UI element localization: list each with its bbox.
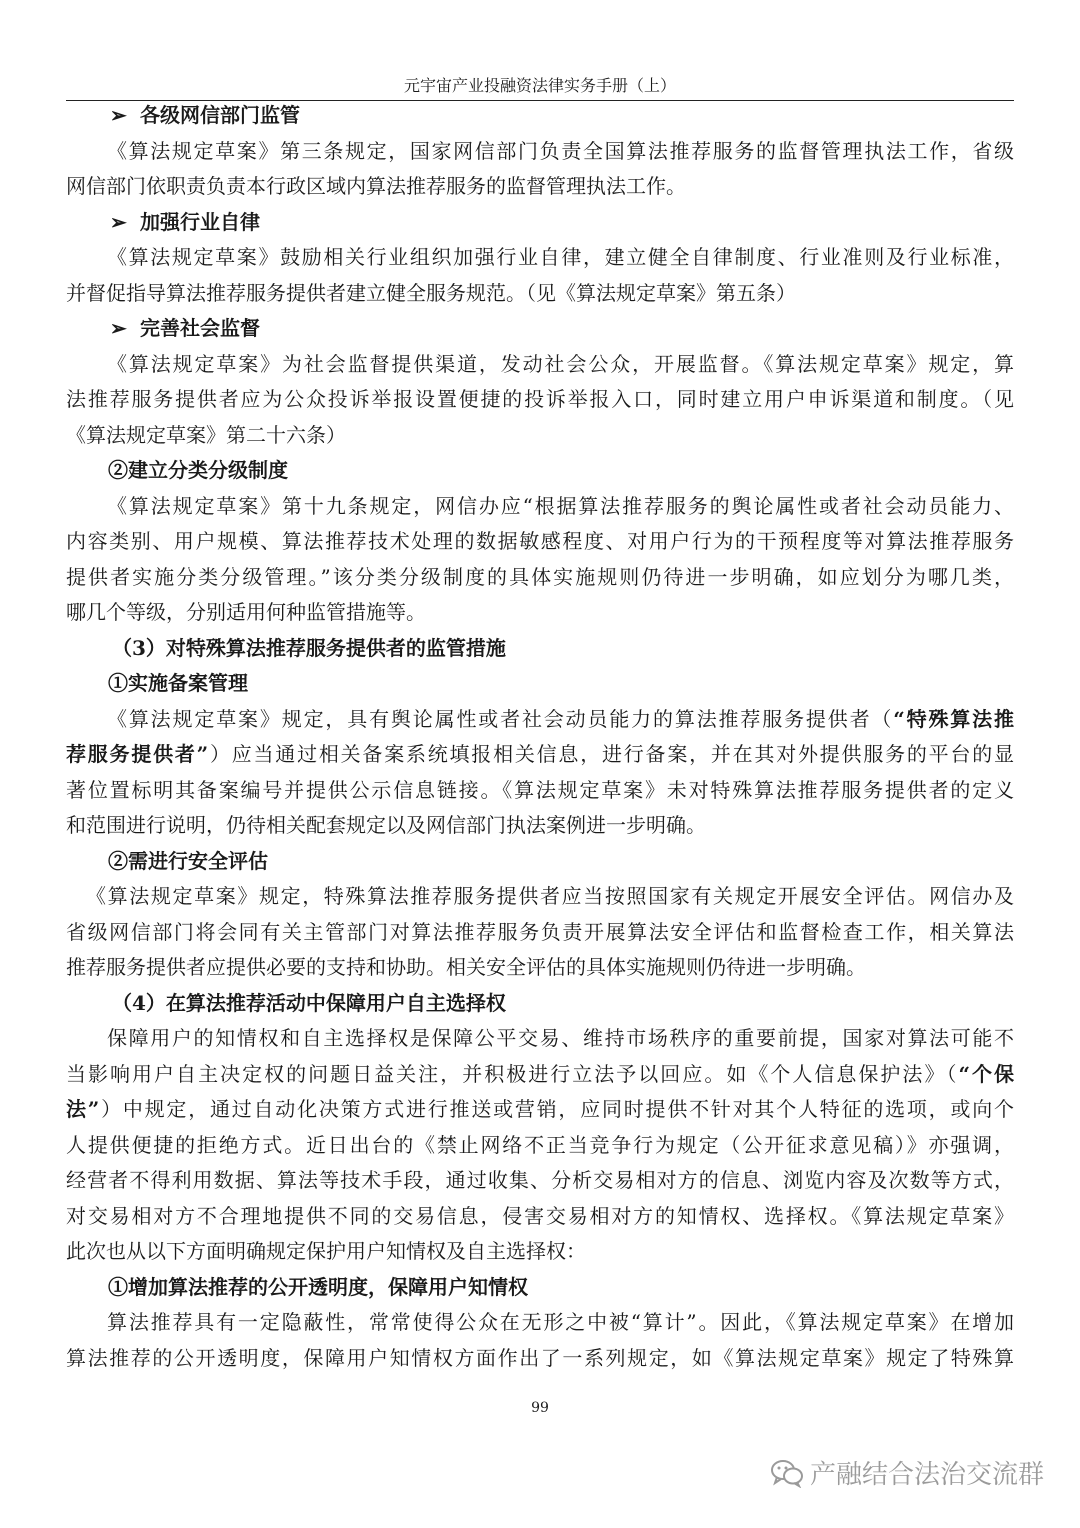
text-line <box>66 98 1014 134</box>
text-line <box>66 1341 1014 1377</box>
text-line <box>66 1234 1014 1270</box>
line-text: 《算法规定草案》第二十六条） <box>66 422 346 447</box>
text-line <box>66 666 1014 702</box>
text-line <box>66 169 1014 205</box>
text-line <box>66 950 1014 986</box>
watermark <box>770 1454 1044 1491</box>
text-line <box>66 773 1014 809</box>
text-line <box>66 205 1014 241</box>
line-text: ①增加算法推荐的公开透明度，保障用户知情权 <box>108 1274 528 1299</box>
text-line <box>66 1057 1014 1093</box>
bold-term: “特殊算法推 <box>893 706 1014 731</box>
line-text: 法推荐服务提供者应为公众投诉举报设置便捷的投诉举报入口，同时建立用户申诉渠道和制度。（见 <box>66 387 1014 411</box>
line-text: 推荐服务提供者应提供必要的支持和协助。相关安全评估的具体实施规则仍待进一步明确。 <box>66 955 866 979</box>
line-text: ）应当通过相关备案系统填报相关信息，进行备案，并在其对外提供服务的平台的显 <box>208 742 1014 766</box>
line-text: 当影响用户自主决定权的问题日益关注，并积极进行立法予以回应。如《个人信息保护法》（ <box>66 1061 959 1086</box>
line-text: 网信部门依职责负责本行政区域内算法推荐服务的监督管理执法工作。 <box>66 174 686 198</box>
text-line <box>66 879 1014 915</box>
text-line <box>66 1199 1014 1235</box>
line-text: 加强行业自律 <box>140 209 260 234</box>
text-line <box>66 276 1014 312</box>
text-line <box>66 382 1014 418</box>
bold-term: 法” <box>66 1097 100 1121</box>
text-line <box>66 737 1014 773</box>
text-line <box>66 489 1014 525</box>
text-line <box>66 240 1014 276</box>
text-line <box>66 560 1014 596</box>
line-text: 《算法规定草案》第三条规定，国家网信部门负责全国算法推荐服务的监督管理执法工作，省级 <box>107 138 1014 163</box>
line-text: 经营者不得利用数据、算法等技术手段，通过收集、分析交易相对方的信息、浏览内容及次数等方式， <box>66 1168 1014 1192</box>
arrow-bullet-icon: ➢ <box>110 209 127 234</box>
text-line <box>66 418 1014 454</box>
line-text: 省级网信部门将会同有关主管部门对算法推荐服务负责开展算法安全评估和监督检查工作，相关算法 <box>66 919 1014 944</box>
line-text: 保障用户的知情权和自主选择权是保障公平交易、维持市场秩序的重要前提，国家对算法可能不 <box>107 1026 1014 1050</box>
line-text: 提供者实施分类分级管理。”该分类分级制度的具体实施规则仍待进一步明确，如应划分为哪几类， <box>66 564 1014 589</box>
line-text: 和范围进行说明，仍待相关配套规定以及网信部门执法案例进一步明确。 <box>66 813 706 837</box>
text-line <box>66 595 1014 631</box>
line-text: （3）对特殊算法推荐服务提供者的监管措施 <box>112 635 506 660</box>
line-text: 算法推荐的公开透明度，保障用户知情权方面作出了一系列规定，如《算法规定草案》规定了特殊算 <box>66 1345 1014 1370</box>
text-line <box>66 986 1014 1022</box>
arrow-bullet-icon: ➢ <box>110 316 127 340</box>
text-line <box>66 134 1014 170</box>
document-body <box>66 98 1014 1376</box>
text-line <box>66 1163 1014 1199</box>
arrow-bullet-icon: ➢ <box>110 103 127 127</box>
line-text: 对交易相对方不合理地提供不同的交易信息，侵害交易相对方的知情权、选择权。《算法规定草案》 <box>66 1203 1014 1228</box>
line-text: 《算法规定草案》鼓励相关行业组织加强行业自律，建立健全自律制度、行业准则及行业标准， <box>107 245 1014 269</box>
line-text: ）中规定，通过自动化决策方式进行推送或营销，应同时提供不针对其个人特征的选项，或向个 <box>99 1097 1014 1121</box>
line-text: 并督促指导算法推荐服务提供者建立健全服务规范。（见《算法规定草案》第五条） <box>66 280 796 305</box>
line-text: ②建立分类分级制度 <box>108 458 288 482</box>
line-text: 《算法规定草案》规定，具有舆论属性或者社会动员能力的算法推荐服务提供者（ <box>107 706 894 731</box>
text-line <box>66 524 1014 560</box>
line-text: 人提供便捷的拒绝方式。近日出台的《禁止网络不正当竞争行为规定（公开征求意见稿）》亦强调， <box>66 1132 1014 1157</box>
text-line <box>66 702 1014 738</box>
line-text: 算法推荐具有一定隐蔽性，常常使得公众在无形之中被“算计”。因此，《算法规定草案》在增加 <box>107 1310 1014 1334</box>
bold-term: “个保 <box>958 1061 1014 1086</box>
text-line <box>66 1092 1014 1128</box>
text-line <box>66 808 1014 844</box>
line-text: 完善社会监督 <box>140 316 260 340</box>
line-text: ①实施备案管理 <box>108 671 248 695</box>
line-text: 各级网信部门监管 <box>140 103 300 127</box>
text-line <box>66 1270 1014 1306</box>
text-line <box>66 915 1014 951</box>
line-text: 《算法规定草案》规定，特殊算法推荐服务提供者应当按照国家有关规定开展安全评估。网信办及 <box>86 884 1014 908</box>
text-line <box>66 347 1014 383</box>
text-line <box>66 1305 1014 1341</box>
text-line <box>66 631 1014 667</box>
line-text: 哪几个等级，分别适用何种监管措施等。 <box>66 600 426 624</box>
text-line <box>66 1021 1014 1057</box>
text-line <box>66 1128 1014 1164</box>
page-number: 99 <box>531 1400 549 1416</box>
bold-term: 荐服务提供者” <box>66 742 209 766</box>
line-text: ②需进行安全评估 <box>108 848 268 873</box>
line-text: （4）在算法推荐活动中保障用户自主选择权 <box>112 990 506 1015</box>
header-title: 元宇宙产业投融资法律实务手册（上） <box>403 76 676 95</box>
wechat-icon <box>770 1458 804 1488</box>
text-line <box>66 844 1014 880</box>
text-line <box>66 311 1014 347</box>
line-text: 此次也从以下方面明确规定保护用户知情权及自主选择权： <box>66 1239 586 1263</box>
watermark-text: 产融结合法治交流群 <box>810 1460 1045 1490</box>
line-text: 内容类别、用户规模、算法推荐技术处理的数据敏感程度、对用户行为的干预程度等对算法推荐服务 <box>66 529 1014 553</box>
line-text: 《算法规定草案》第十九条规定，网信办应“根据算法推荐服务的舆论属性或者社会动员能力、 <box>107 493 1014 518</box>
text-line <box>66 453 1014 489</box>
line-text: 《算法规定草案》为社会监督提供渠道，发动社会公众，开展监督。《算法规定草案》规定，算 <box>107 351 1014 376</box>
line-text: 著位置标明其备案编号并提供公示信息链接。《算法规定草案》未对特殊算法推荐服务提供者的定义 <box>66 777 1014 802</box>
